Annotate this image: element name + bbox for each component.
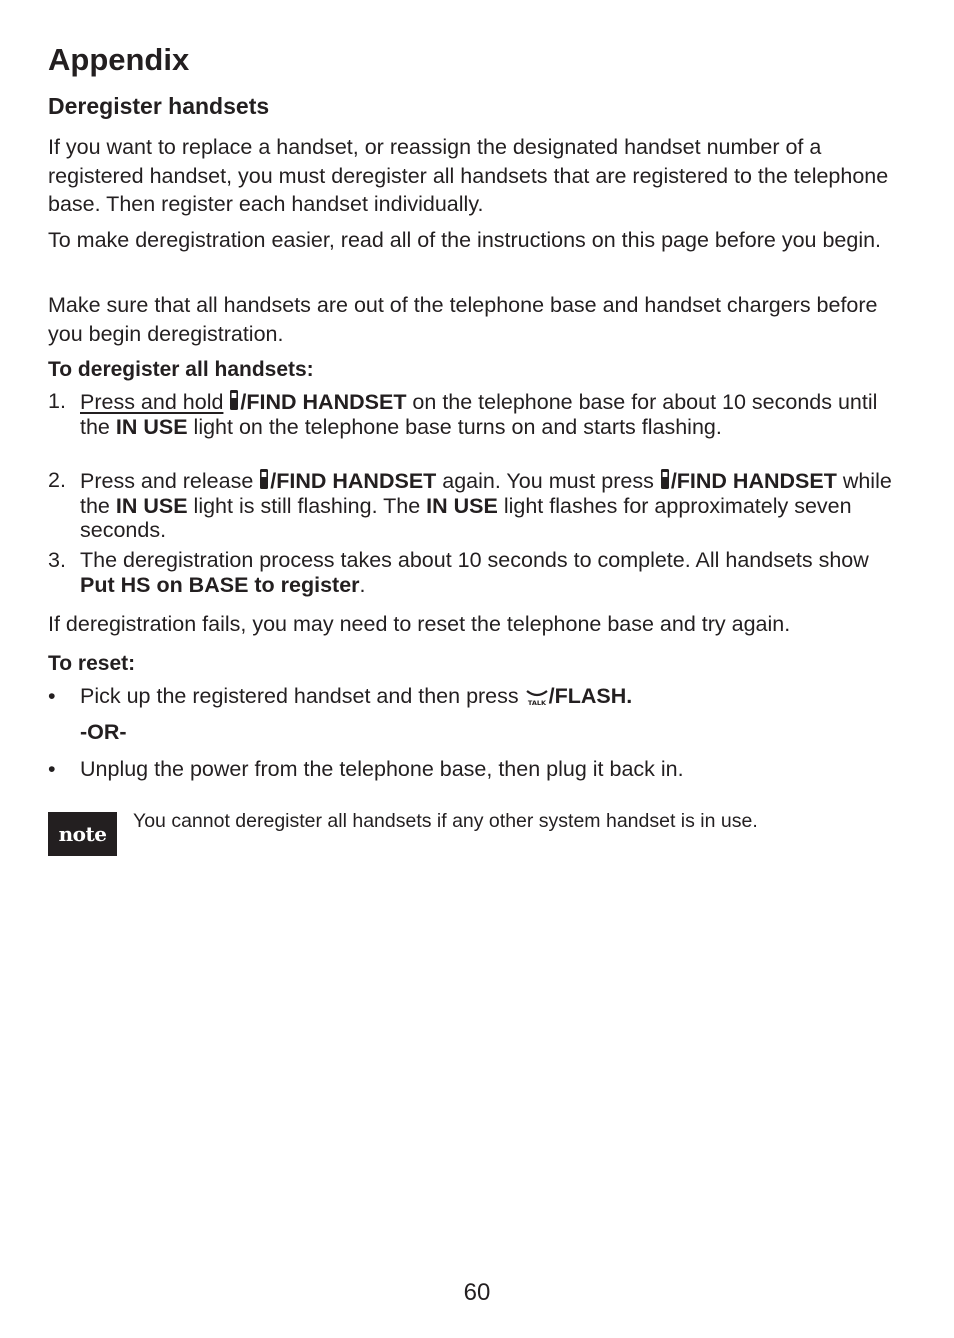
step-text: while the: [80, 469, 892, 518]
press-and-hold-text: Press and hold: [80, 390, 224, 414]
intro-paragraph-3: Make sure that all handsets are out of the telephone base and handset chargers before you begin deregistration.: [48, 293, 878, 346]
talk-icon: [525, 686, 549, 704]
step-text: Press and release: [80, 469, 260, 493]
find-handset-key: /FIND HANDSET: [270, 469, 437, 493]
step-text: .: [359, 572, 366, 597]
deregister-step-2: [48, 468, 908, 543]
bullet-text: Unplug the power from the telephone base, then plug it back in.: [80, 757, 684, 781]
find-handset-key: /FIND HANDSET: [240, 390, 407, 414]
bullet-marker: •: [48, 684, 56, 708]
fail-paragraph: If deregistration fails, you may need to reset the telephone base and try again.: [48, 612, 791, 636]
handset-icon: [229, 389, 239, 411]
step-text: light flashes for approximately seven seconds.: [80, 493, 852, 542]
step-text: again. You must press: [436, 469, 660, 493]
step-text: light on the telephone base turns on and starts flashing.: [187, 414, 722, 439]
page-number: 60: [463, 1279, 491, 1306]
step-number: 2.: [48, 468, 66, 492]
note-text: You cannot deregister all handsets if any other system handset is in use.: [133, 810, 758, 832]
talk-icon-label: TALK: [527, 699, 546, 706]
bullet-text: Pick up the registered handset and then press: [80, 684, 525, 708]
reset-bullet-2: [48, 756, 908, 782]
step-number: 3.: [48, 548, 66, 572]
reset-or: [48, 719, 908, 745]
step-text: light is still flashing. The: [187, 493, 427, 518]
note-badge: note: [48, 812, 117, 856]
intro-paragraph-2: To make deregistration easier, read all of the instructions on this page before you begin.: [48, 228, 882, 252]
or-separator: -OR-: [80, 720, 127, 744]
intro-paragraph-1: If you want to replace a handset, or reassign the designated handset number of a registered handset, you must deregister all handsets that are registered to the telephone base. Then register each handset individually.: [48, 135, 889, 216]
in-use-label: IN USE: [426, 493, 498, 518]
flash-key: /FLASH.: [548, 684, 633, 708]
reset-bullet-1: [48, 683, 908, 709]
step-text: on the telephone base for about 10 seconds until the: [80, 390, 878, 439]
step-number: 1.: [48, 389, 66, 413]
bullet-marker: •: [48, 757, 56, 781]
deregister-title: To deregister all handsets:: [48, 358, 314, 381]
find-handset-key: /FIND HANDSET: [670, 469, 837, 493]
step-text: The deregistration process takes about 10 seconds to complete. All handsets show: [80, 548, 869, 572]
in-use-label: IN USE: [115, 493, 188, 518]
handset-icon: [259, 468, 269, 490]
page-heading: Deregister handsets: [48, 93, 270, 119]
reset-title: To reset:: [48, 652, 136, 675]
screen-message: Put HS on BASE to register: [80, 572, 360, 597]
in-use-label: IN USE: [115, 414, 188, 439]
deregister-step-1: [48, 389, 908, 439]
section-title: Appendix: [48, 42, 190, 77]
handset-icon: [660, 468, 670, 490]
deregister-step-3: [48, 548, 908, 597]
